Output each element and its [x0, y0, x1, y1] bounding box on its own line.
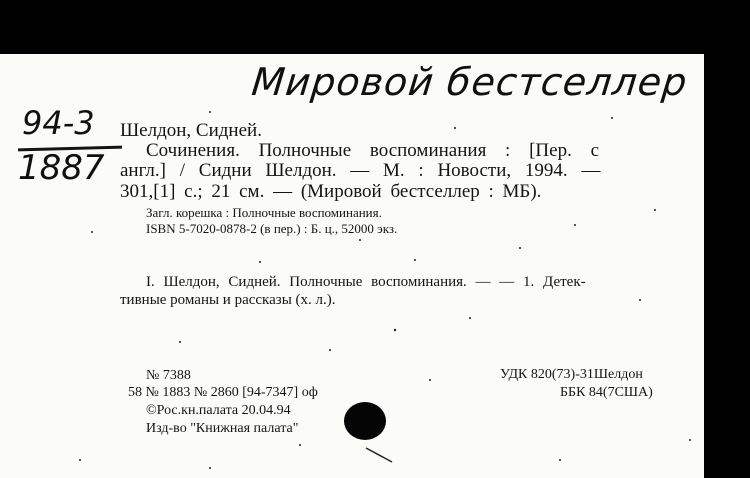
title-line-2: англ.] / Сидни Шелдон. — М. : Новости, 1994. —: [120, 160, 601, 181]
spine-title-note: Загл. корешка : Полночные воспоминания.: [146, 205, 382, 220]
title-line-3: 301,[1] с.; 21 см. — (Мировой бестселлер : МБ).: [120, 181, 542, 202]
print-info: 58 № 1883 № 2860 [94-7347] оф: [128, 385, 318, 400]
card-number: № 7388: [146, 368, 191, 383]
handwritten-call-number: 1887: [18, 148, 105, 188]
tracing-line-2: тивные романы и рассказы (х. л.).: [120, 292, 336, 308]
bbk-code: ББК 84(7США): [560, 385, 653, 400]
publisher-line: Изд-во "Книжная палата": [146, 421, 299, 436]
isbn-line: ISBN 5-7020-0878-2 (в пер.) : Б. ц., 52000 экз.: [146, 221, 398, 236]
copyright-line: ©Рос.кн.палата 20.04.94: [146, 403, 291, 418]
handwritten-shelf-mark: 94-3: [22, 104, 95, 142]
title-line-1: Сочинения. Полночные воспоминания : [Пер. с: [146, 140, 599, 161]
tracing-line-1: I. Шелдон, Сидней. Полночные воспоминания. — — 1. Детек-: [146, 274, 586, 290]
handwritten-series: Мировой бестселлер: [249, 60, 690, 104]
udk-code: УДК 820(73)-31Шелдон: [500, 367, 643, 382]
author-heading: Шелдон, Сидней.: [120, 120, 262, 141]
